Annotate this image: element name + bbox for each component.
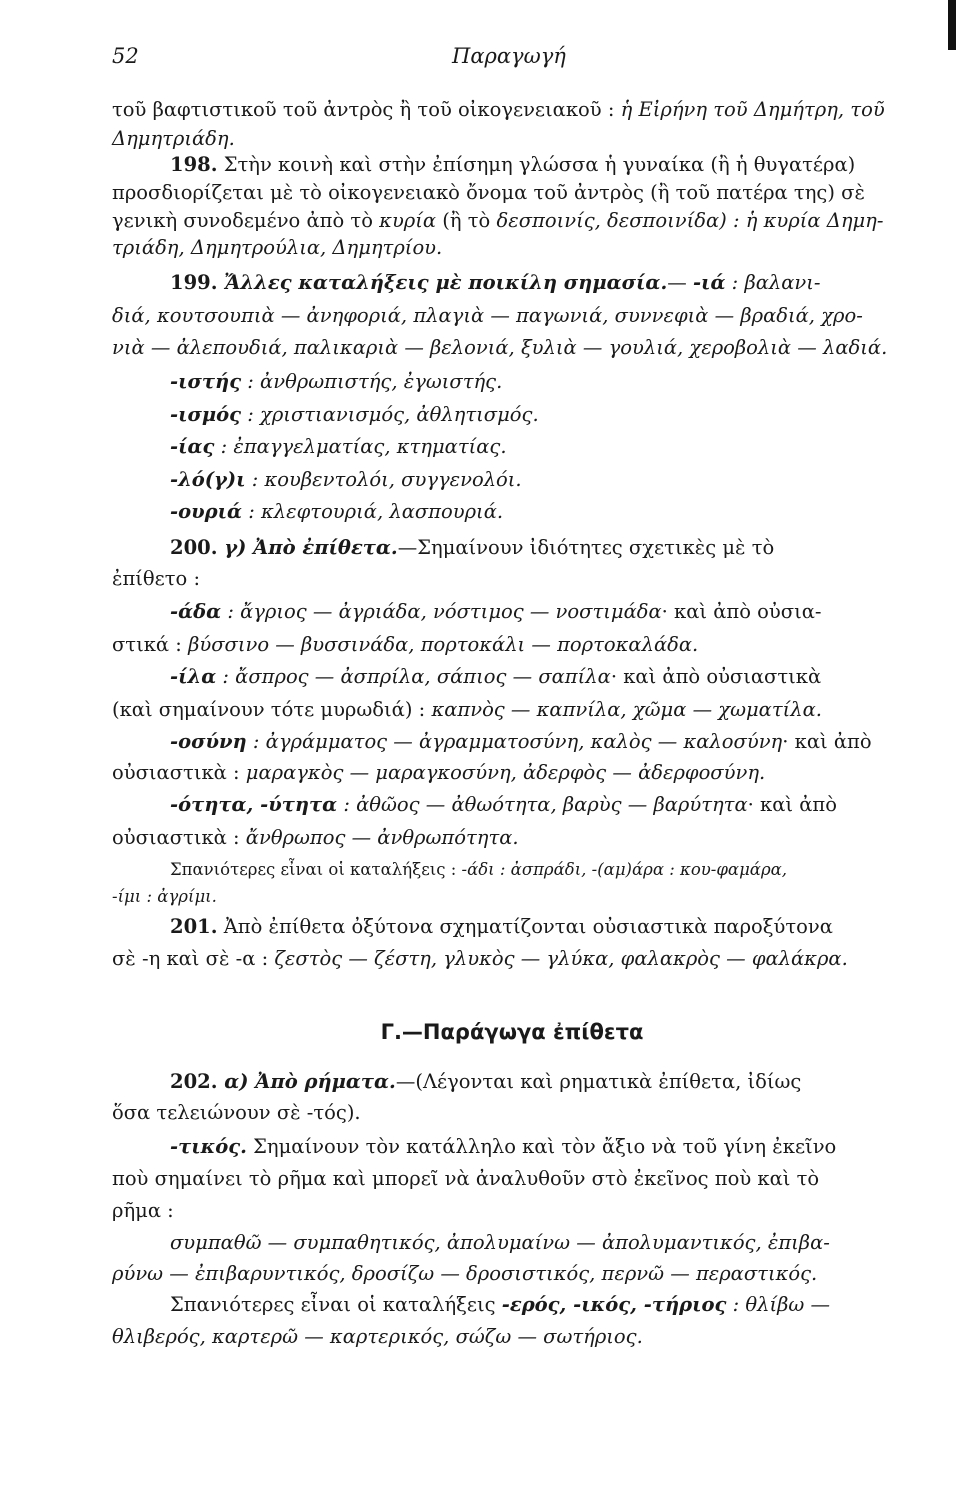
suffix-entry [170, 432, 912, 462]
suffix-entry [170, 727, 912, 757]
text-line: ρῆμα : [112, 1199, 174, 1222]
example-text: : θλίβω — [726, 1293, 830, 1316]
suffix-entry [170, 662, 912, 692]
example-text: ἡ Εἰρήνη τοῦ Δημήτρη, τοῦ [620, 98, 885, 121]
example-text: : ἀγράμματος — ἀγραμματοσύνη, καλὸς — καλοσύνη [246, 730, 783, 753]
text-run: · καὶ ἀπὸ [747, 793, 837, 816]
text-line [112, 95, 912, 125]
example-text: ἄνθρωπος — ἀνθρωπότητα. [245, 826, 519, 849]
text-line [112, 823, 912, 853]
text-run: —Σημαίνουν ἰδιότητες σχετικὲς μὲ τὸ [397, 536, 775, 559]
text-run: —(Λέγονται καὶ ρηματικὰ ἐπίθετα, ἰδίως [395, 1070, 802, 1093]
paragraph-number: 202. [170, 1070, 218, 1093]
running-title: Παραγωγή [452, 44, 566, 68]
paragraph-number: 200. [170, 536, 218, 559]
suffix-entry [170, 367, 912, 397]
suffix-entry [170, 465, 912, 495]
paragraph-title: α) Ἀπὸ ρήματα. [217, 1070, 396, 1093]
suffix-term: -ίας [170, 435, 215, 458]
paragraph-202-start [170, 1067, 912, 1097]
example-text: : ἐπαγγελματίας, κτηματίας. [214, 435, 507, 458]
example-text: : ἄγριος — ἀγριάδα, νόστιμος — νοστιμάδα [221, 600, 662, 623]
text-line: τριάδη, Δημητρούλια, Δημητρίου. [112, 236, 443, 259]
example-text: ζεστὸς — ζέστη, γλυκὸς — γλύκα, φαλακρὸς — φαλάκρα. [274, 947, 848, 970]
text-line [112, 758, 912, 788]
text-run: Στὴν κοινὴ καὶ στὴν ἐπίσημη γλώσσα ἡ γυναίκα (ἢ ἡ θυγατέρα) [217, 153, 856, 176]
example-text: : κουβεντολόι, συγγενολόι. [245, 468, 522, 491]
text-line [112, 630, 912, 660]
example-text: : ἄσπρος — ἀσπρίλα, σάπιος — σαπίλα [216, 665, 611, 688]
text-run: Ἀπὸ ἐπίθετα ὀξύτονα σχηματίζονται οὐσιαστικὰ παροξύτονα [217, 915, 833, 938]
example-text: -άδι : ἀσπράδι, -(αμ)άρα : κου-φαμάρα, [461, 860, 788, 879]
suffix-term: -οσύνη [170, 730, 247, 753]
suffix-term: -τικός. [170, 1135, 247, 1158]
text-run: οὐσιαστικὰ : [112, 761, 246, 784]
suffix-entry [170, 400, 912, 430]
text-run: στικά : [112, 633, 189, 656]
text-line: νιὰ — ἀλεπουδιά, παλικαριὰ — βελονιά, ξυλιὰ — γουλιά, χεροβολιὰ — λαδιά. [112, 336, 888, 359]
example-text: : ἀθῶος — ἀθωότητα, βαρὺς — βαρύτητα [337, 793, 748, 816]
example-text: δεσποινίς, δεσποινίδα) : ἡ κυρία Δημη- [496, 209, 884, 232]
paragraph-199-start [170, 268, 912, 298]
suffix-entry [170, 1132, 912, 1162]
suffix-entry [170, 790, 912, 820]
page-header [112, 44, 912, 74]
paragraph-200-start [170, 533, 912, 563]
page-edge-mark [948, 0, 956, 50]
suffix-term: -άδα [170, 600, 222, 623]
paragraph-number: 199. [170, 271, 218, 294]
text-line: ὅσα τελειώνουν σὲ -τός). [112, 1101, 361, 1124]
text-line [112, 695, 912, 725]
paragraph-198-start [170, 150, 912, 180]
text-run: — [667, 271, 693, 294]
paragraph-201-start [170, 912, 912, 942]
text-line [112, 206, 912, 236]
text-line: προσδιορίζεται μὲ τὸ οἰκογενειακὸ ὄνομα τοῦ ἀντρὸς (ἢ τοῦ πατέρα της) σὲ [112, 181, 865, 204]
text-run: · καὶ ἀπὸ οὐσιαστικὰ [610, 665, 822, 688]
text-run: Σπανιότερες εἶναι οἱ καταλήξεις : [170, 860, 462, 879]
text-run: Σημαίνουν τὸν κατάλληλο καὶ τὸν ἄξιο νὰ τοῦ γίνη ἐκεῖνο [246, 1135, 837, 1158]
suffix-term: -ερός, -ικός, -τήριος [501, 1293, 727, 1316]
suffix-term: -ότητα, -ύτητα [170, 793, 338, 816]
text-line [170, 1290, 912, 1320]
text-run: γενικὴ συνοδεμένο ἀπὸ τὸ [112, 209, 380, 232]
text-line: συμπαθῶ — συμπαθητικός, ἀπολυμαίνω — ἀπολυμαντικός, ἐπιβα- [170, 1231, 830, 1254]
text-line: ρύνω — ἐπιβαρυντικός, δροσίζω — δροσιστικός, περνῶ — περαστικός. [112, 1262, 818, 1285]
text-line: Δημητριάδη. [112, 127, 235, 150]
paragraph-title: Ἄλλες καταλήξεις μὲ ποικίλη σημασία. [217, 271, 668, 294]
suffix-term: -ιστής [170, 370, 242, 393]
suffix-entry [170, 597, 912, 627]
suffix-entry [170, 497, 912, 527]
section-heading: Γ.—Παράγωγα ἐπίθετα [380, 1020, 644, 1044]
paragraph-number: 198. [170, 153, 218, 176]
example-text: : βαλανι- [725, 271, 821, 294]
suffix-term: -ουριά [170, 500, 243, 523]
text-run: (καὶ σημαίνουν τότε μυρωδιά) : [112, 698, 432, 721]
example-text: : χριστιανισμός, ἀθλητισμός. [241, 403, 539, 426]
suffix-term: -ιά [692, 271, 726, 294]
text-line: ποὺ σημαίνει τὸ ρῆμα καὶ μπορεῖ νὰ ἀναλυθοῦν στὸ ἐκεῖνος ποὺ καὶ τὸ [112, 1167, 820, 1190]
text-run: · καὶ ἀπὸ οὐσια- [661, 600, 822, 623]
text-line: θλιβερός, καρτερῶ — καρτερικός, σώζω — σωτήριος. [112, 1325, 643, 1348]
example-text: : κλεφτουριά, λασπουριά. [242, 500, 504, 523]
example-text: βύσσινο — βυσσινάδα, πορτοκάλι — πορτοκαλάδα. [188, 633, 699, 656]
paragraph-title: γ) Ἀπὸ ἐπίθετα. [217, 536, 398, 559]
paragraph-number: 201. [170, 915, 218, 938]
suffix-term: -ισμός [170, 403, 242, 426]
text-run: τοῦ βαφτιστικοῦ τοῦ ἀντρὸς ἢ τοῦ οἰκογενειακοῦ : [112, 98, 621, 121]
text-run: οὐσιαστικὰ : [112, 826, 246, 849]
text-line [170, 855, 912, 885]
text-line: ἐπίθετο : [112, 567, 201, 590]
text-run: Σπανιότερες εἶναι οἱ καταλήξεις [170, 1293, 502, 1316]
page-number: 52 [112, 44, 139, 68]
example-text: κυρία [379, 209, 437, 232]
example-text: μαραγκὸς — μαραγκοσύνη, ἀδερφὸς — ἀδερφοσύνη. [245, 761, 766, 784]
text-line: διά, κουτσουπιὰ — ἀνηφοριά, πλαγιὰ — παγωνιά, συννεφιὰ — βραδιά, χρο- [112, 304, 863, 327]
text-run: σὲ -η καὶ σὲ -α : [112, 947, 275, 970]
suffix-term: -λό(γ)ι [170, 468, 246, 491]
text-line [112, 944, 912, 974]
suffix-term: -ίλα [170, 665, 217, 688]
text-line: -ίμι : ἀγρίμι. [112, 887, 217, 906]
example-text: καπνὸς — καπνίλα, χῶμα — χωματίλα. [431, 698, 822, 721]
text-run: · καὶ ἀπὸ [782, 730, 872, 753]
example-text: : ἀνθρωπιστής, ἐγωιστής. [241, 370, 503, 393]
text-run: (ἢ τὸ [436, 209, 497, 232]
